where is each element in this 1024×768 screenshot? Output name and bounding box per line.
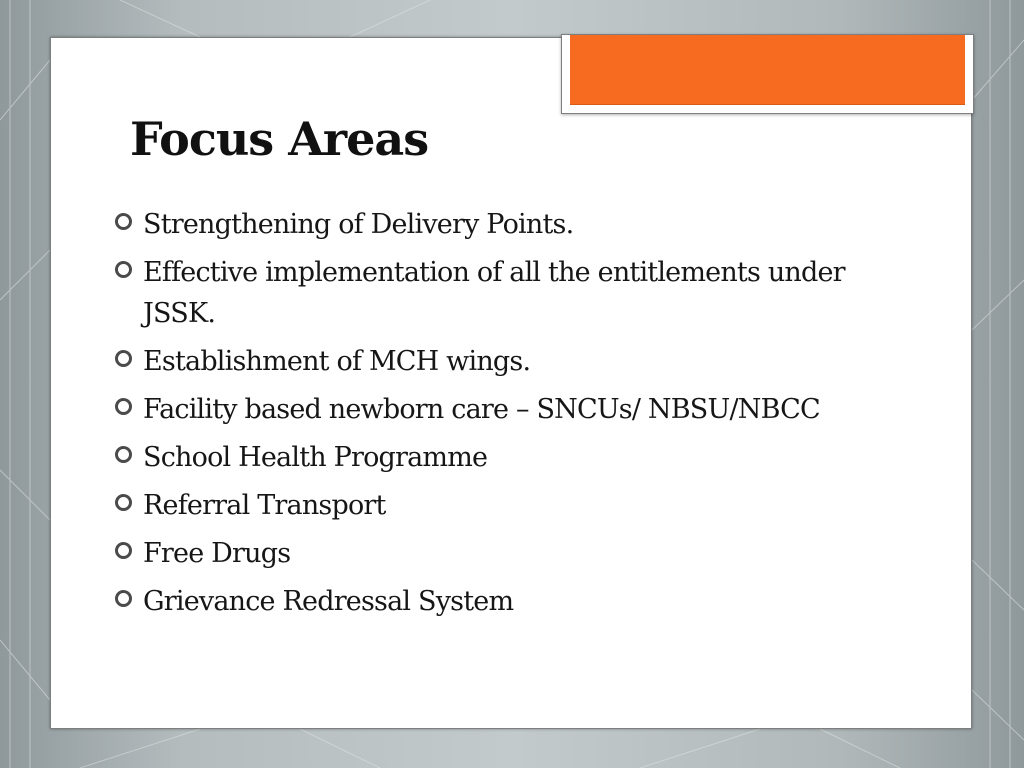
accent-frame bbox=[561, 34, 974, 114]
bullet-text: Establishment of MCH wings. bbox=[143, 346, 531, 377]
bullet-item bbox=[114, 437, 914, 478]
bullet-item bbox=[114, 341, 914, 382]
bullet-text: Referral Transport bbox=[143, 490, 386, 521]
bullet-text: Strengthening of Delivery Points. bbox=[143, 209, 574, 240]
hollow-circle-bullet-icon bbox=[115, 446, 132, 463]
bullet-text: Facility based newborn care – SNCUs/ NBSU/NBCC bbox=[143, 394, 820, 425]
bullet-list bbox=[114, 204, 914, 629]
hollow-circle-bullet-icon bbox=[115, 261, 132, 278]
hollow-circle-bullet-icon bbox=[115, 542, 132, 559]
bullet-item bbox=[114, 485, 914, 526]
hollow-circle-bullet-icon bbox=[115, 350, 132, 367]
slide-title: Focus Areas bbox=[130, 112, 429, 166]
bullet-item bbox=[114, 581, 914, 622]
bullet-item bbox=[114, 389, 914, 430]
bullet-text: Free Drugs bbox=[143, 538, 291, 569]
bullet-item bbox=[114, 204, 914, 245]
bullet-text: Grievance Redressal System bbox=[143, 586, 514, 617]
bullet-item bbox=[114, 533, 914, 574]
orange-accent-bar bbox=[570, 35, 965, 105]
bullet-text: Effective implementation of all the entitlements under JSSK. bbox=[143, 257, 845, 329]
hollow-circle-bullet-icon bbox=[115, 590, 132, 607]
hollow-circle-bullet-icon bbox=[115, 494, 132, 511]
hollow-circle-bullet-icon bbox=[115, 213, 132, 230]
bullet-text: School Health Programme bbox=[143, 442, 488, 473]
bullet-item bbox=[114, 252, 914, 334]
hollow-circle-bullet-icon bbox=[115, 398, 132, 415]
